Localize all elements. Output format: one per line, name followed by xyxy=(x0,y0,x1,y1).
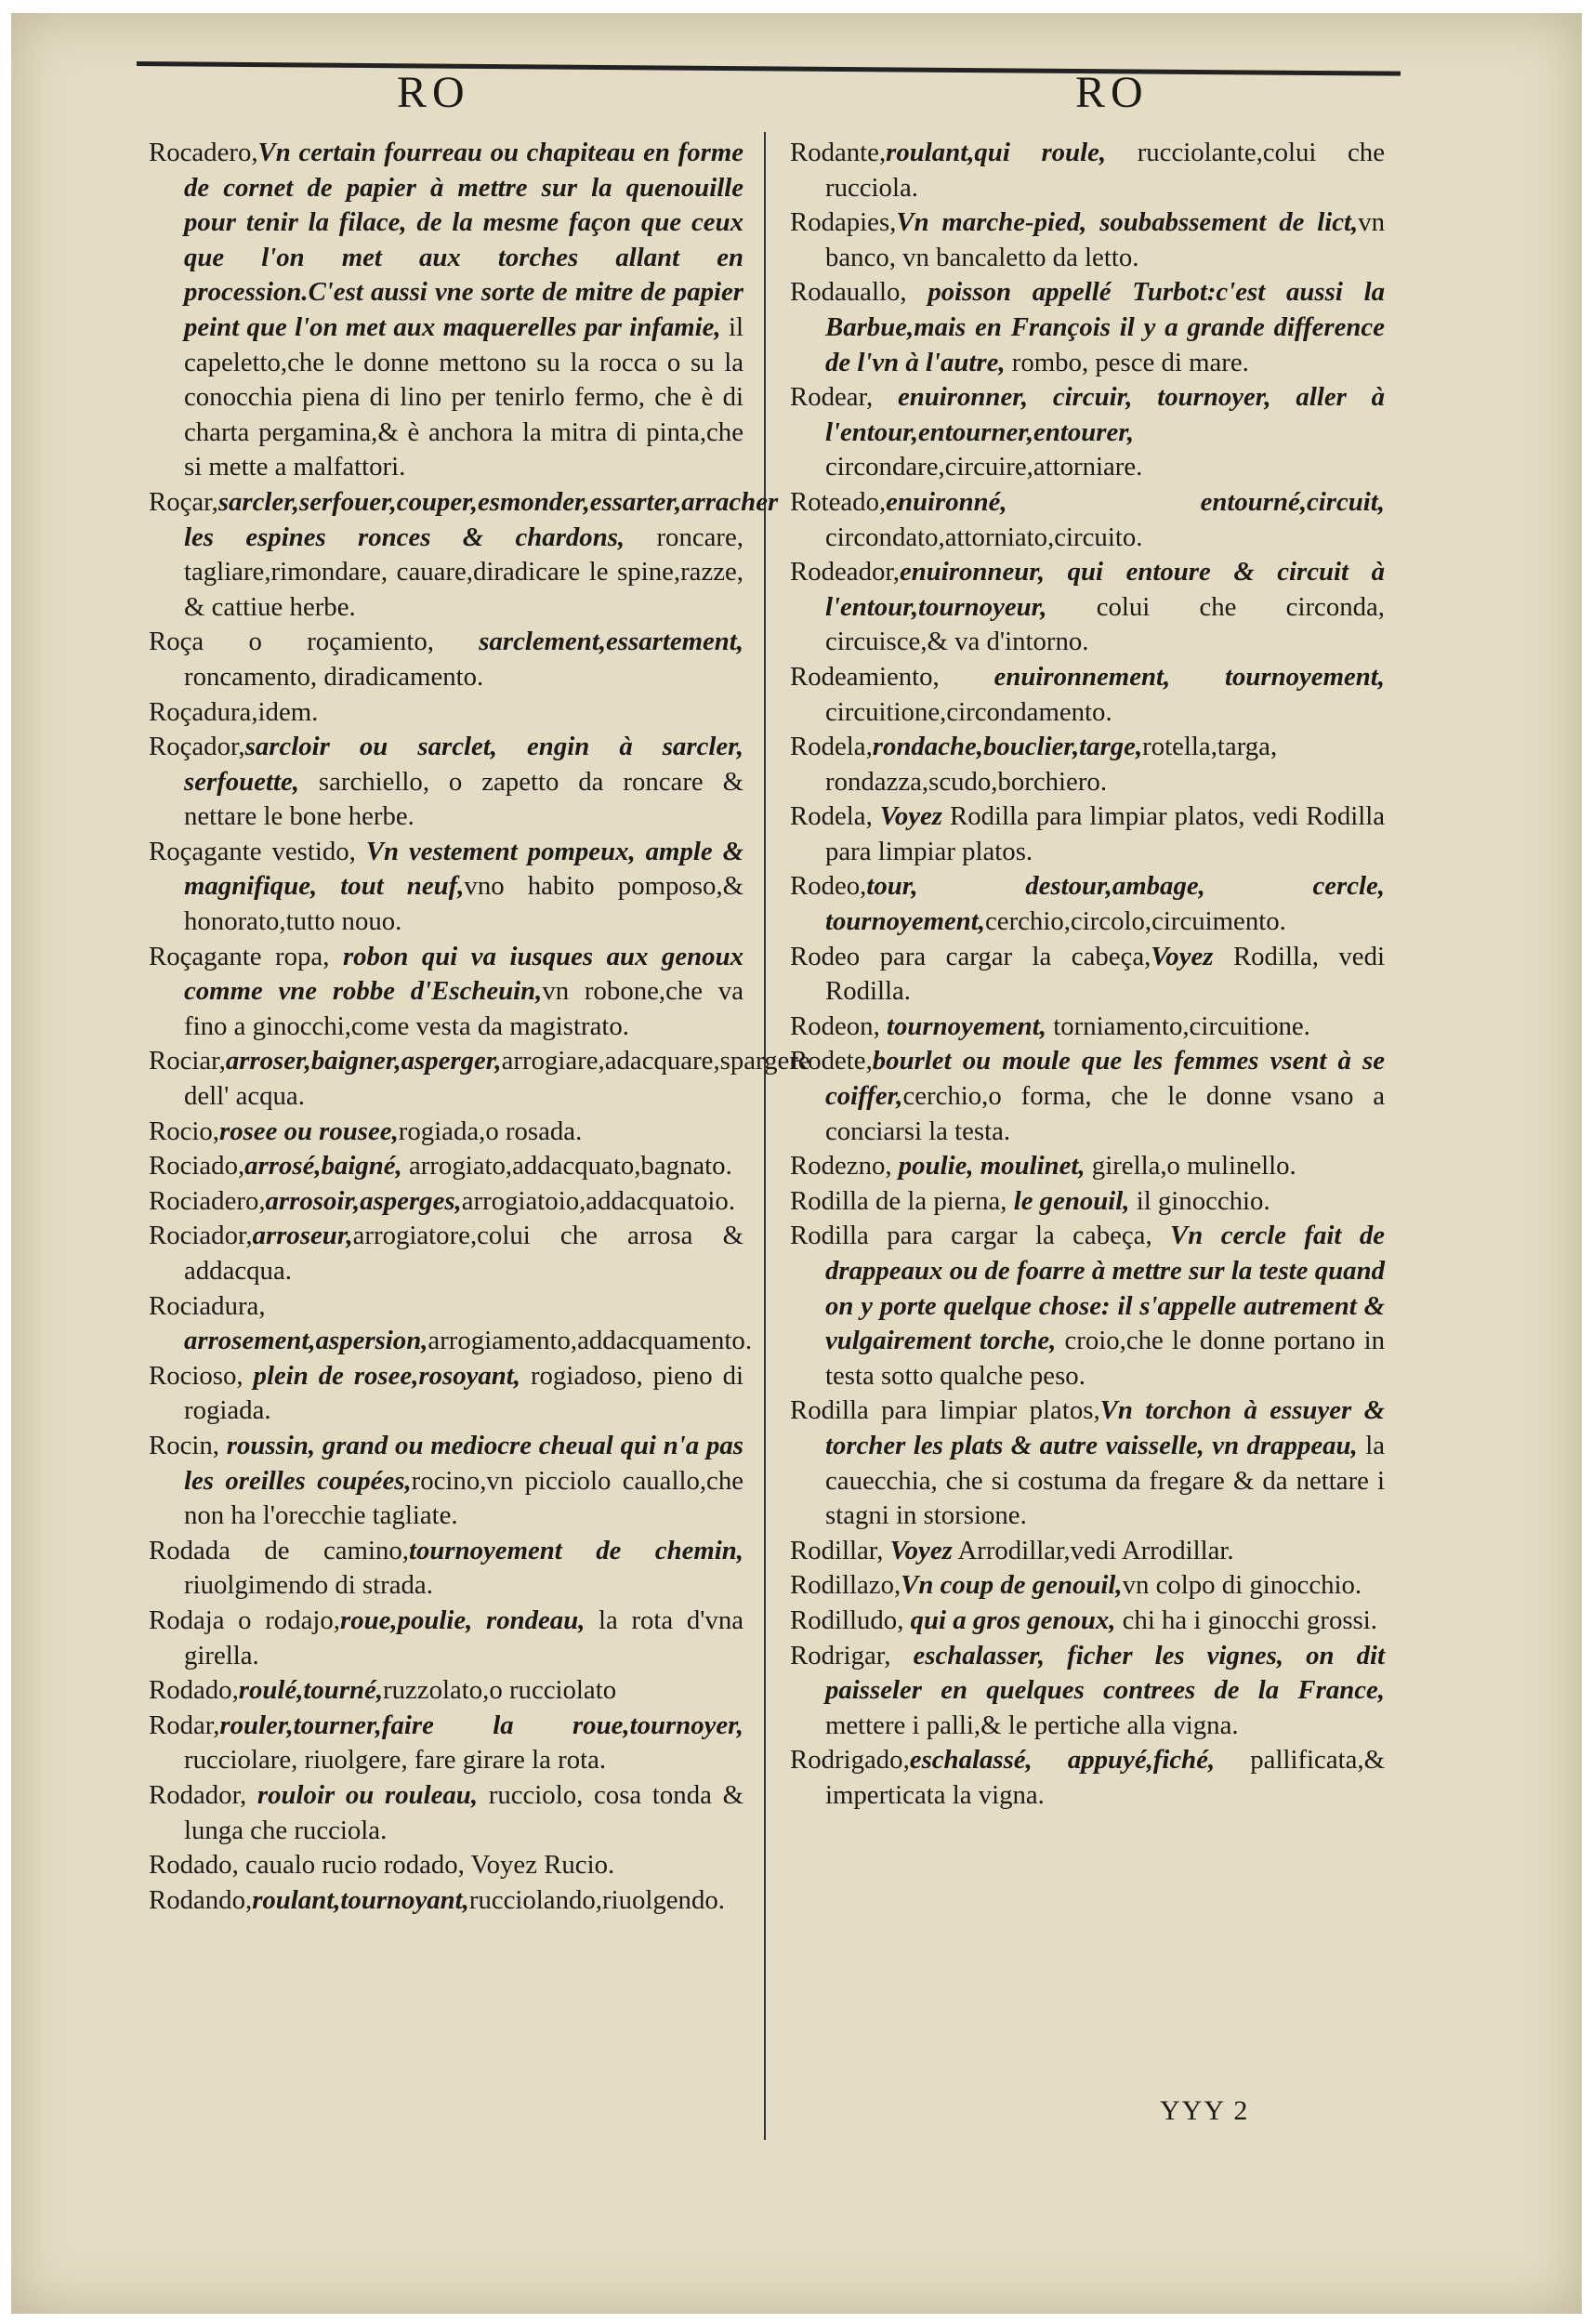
french-gloss: eschalassé, appuyé,fiché, xyxy=(909,1745,1216,1776)
headword: Rodela, xyxy=(790,732,873,762)
french-gloss: arrosement,aspersion, xyxy=(184,1326,428,1356)
headword: Rociar, xyxy=(149,1046,226,1076)
italian-gloss: rombo, pesce di mare. xyxy=(1005,347,1249,377)
french-gloss: Voyez xyxy=(872,801,942,832)
headword: Roça o roçamiento, xyxy=(149,627,434,657)
french-gloss: poisson appellé Turbot:c'est aussi la Barbue,mais en François il y a grande difference de l'vn à l'autre, xyxy=(825,277,1385,377)
italian-gloss: caualo rucio rodado, Voyez Rucio. xyxy=(238,1850,615,1881)
italian-gloss: arrogiato,addacquato,bagnato. xyxy=(401,1151,732,1182)
headword: Roçadura, xyxy=(149,696,258,727)
headword: Rodillazo, xyxy=(790,1570,901,1601)
italian-gloss: mettere i palli,& le pertiche alla vigna. xyxy=(825,1710,1239,1740)
dictionary-entry xyxy=(149,1709,743,1778)
dictionary-entry xyxy=(790,1149,1385,1184)
french-gloss: Vn cercle fait de drappeaux ou de foarre à mettre sur la teste quand on y porte quelque chose: il s'appelle autrement & vulgairement torche, xyxy=(825,1221,1385,1356)
italian-gloss: rogiadoso, pieno di rogiada. xyxy=(184,1360,743,1426)
italian-gloss: ruzzolato,o rucciolato xyxy=(383,1675,617,1706)
book-page xyxy=(11,13,1582,2314)
headword: Rodapies, xyxy=(790,207,897,238)
headword: Rodilla para cargar la cabeça, xyxy=(790,1221,1152,1251)
italian-gloss: roncamento, diradicamento. xyxy=(184,661,484,692)
french-gloss: roulé,tourné, xyxy=(238,1675,384,1706)
headword: Rocin, xyxy=(149,1430,219,1460)
dictionary-entry xyxy=(790,205,1385,275)
dictionary-entry xyxy=(149,1219,743,1288)
italian-gloss: girella,o mulinello. xyxy=(1085,1151,1296,1182)
headword: Roçador, xyxy=(149,732,245,762)
italian-gloss: rucciolo, cosa tonda & lunga che rucciola. xyxy=(184,1779,743,1845)
headword: Rociador, xyxy=(149,1221,253,1251)
headword: Rodador, xyxy=(149,1779,247,1810)
headword: Rodezno, xyxy=(790,1151,892,1182)
french-gloss: plein de rosee,rosoyant, xyxy=(243,1360,520,1391)
french-gloss: tour, destour,ambage, cercle, tournoyement, xyxy=(825,871,1385,937)
italian-gloss: circondare,circuire,attorniare. xyxy=(825,452,1143,482)
italian-gloss: vno habito pomposo,& honorato,tutto nouo. xyxy=(184,871,743,937)
headword: Rodauallo, xyxy=(790,277,907,308)
french-gloss: Vn vestement pompeux, ample & magnifique, tout neuf, xyxy=(184,836,743,902)
headword: Rodando, xyxy=(149,1884,253,1915)
dictionary-entry xyxy=(790,136,1385,205)
headword: Rodillar, xyxy=(790,1535,884,1565)
italian-gloss: torniamento,circuitione. xyxy=(1046,1010,1310,1041)
headword: Rodaja o rodajo, xyxy=(149,1604,340,1635)
french-gloss: Vn torchon à essuyer & torcher les plats & autre vaisselle, vn drappeau, xyxy=(825,1395,1386,1460)
italian-gloss: roncare, tagliare,rimondare, cauare,diradicare le spine,razze, & cattiue herbe. xyxy=(184,522,743,622)
italian-gloss: Arrodillar,vedi Arrodillar. xyxy=(952,1535,1234,1565)
french-gloss: tournoyement de chemin, xyxy=(408,1535,743,1565)
dictionary-entry xyxy=(790,275,1385,380)
dictionary-entry xyxy=(149,835,743,940)
italian-gloss: vn colpo di ginocchio. xyxy=(1122,1570,1362,1601)
italian-gloss: colui che circonda, circuisce,& va d'intorno. xyxy=(825,591,1385,657)
dictionary-entry xyxy=(790,869,1385,939)
dictionary-entry xyxy=(149,1534,743,1604)
italian-gloss: riuolgimendo di strada. xyxy=(184,1570,433,1601)
headword: Rodeo, xyxy=(790,871,867,902)
italian-gloss: arrogiatoio,addacquatoio. xyxy=(461,1185,736,1216)
italian-gloss: la rota d'vna girella. xyxy=(184,1604,743,1670)
dictionary-entry xyxy=(790,555,1385,660)
headword: Rodeamiento, xyxy=(790,661,940,692)
french-gloss: arroseur, xyxy=(252,1221,353,1251)
italian-gloss: pallificata,& imperticata la vigna. xyxy=(825,1745,1385,1810)
dictionary-entry xyxy=(790,485,1385,555)
headword: Rocadero, xyxy=(149,138,258,167)
headword: Rodeador, xyxy=(790,557,900,588)
headword: Rodilla para limpiar platos, xyxy=(790,1395,1100,1426)
french-gloss: rondache,bouclier,targe, xyxy=(872,732,1143,762)
french-gloss: enuironner, circuir, tournoyer, aller à l'entour,entourner,entourer, xyxy=(825,382,1385,447)
italian-gloss: rucciolante,colui che rucciola. xyxy=(825,138,1385,203)
italian-gloss: rucciolare, riuolgere, fare girare la rota. xyxy=(184,1745,607,1776)
headword: Rodada de camino, xyxy=(149,1535,409,1565)
dictionary-entry xyxy=(149,485,779,625)
headword: Rodado, xyxy=(149,1850,239,1881)
italian-gloss: arrogiatore,colui che arrosa & addacqua. xyxy=(184,1221,743,1286)
french-gloss: Voyez xyxy=(883,1535,953,1565)
italian-gloss: circondato,attorniato,circuito. xyxy=(825,522,1143,552)
dictionary-entry xyxy=(790,380,1385,485)
italian-gloss: sarchiello, o zapetto da roncare & nettare le bone herbe. xyxy=(184,766,743,832)
italian-gloss: vn banco, vn bancaletto da letto. xyxy=(825,207,1385,272)
headword: Rodela, xyxy=(790,801,873,832)
headword: Rodilla de la pierna, xyxy=(790,1185,1007,1216)
headword: Roçagante ropa, xyxy=(149,941,330,971)
right-column xyxy=(790,136,1385,1814)
dictionary-entry xyxy=(149,695,743,731)
headword: Rociado, xyxy=(149,1151,245,1182)
french-gloss: rosee ou rousee, xyxy=(219,1116,399,1146)
dictionary-entry xyxy=(149,1883,743,1919)
italian-gloss: la cauecchia, che si costuma da fregare & da nettare i stagni in storsione. xyxy=(825,1430,1385,1531)
headword: Rodrigar, xyxy=(790,1640,891,1670)
french-gloss: robon qui va iusques aux genoux comme vne robbe d'Escheuin, xyxy=(184,941,743,1007)
headword: Rodado, xyxy=(149,1675,239,1706)
french-gloss: enuironnement, tournoyement, xyxy=(939,661,1385,692)
headword: Roçar, xyxy=(149,486,218,517)
french-gloss: bourlet ou moule que les femmes vsent à se coiffer, xyxy=(825,1046,1385,1112)
italian-gloss: il ginocchio. xyxy=(1129,1185,1270,1216)
dictionary-entry xyxy=(790,660,1385,730)
french-gloss: arrosé,baigné, xyxy=(244,1151,402,1182)
italian-gloss: chi ha i ginocchi grossi. xyxy=(1115,1604,1377,1635)
italian-gloss: rocino,vn picciolo cauallo,che non ha l'orecchie tagliate. xyxy=(184,1465,744,1531)
dictionary-entry xyxy=(149,1115,743,1150)
headword: Roteado, xyxy=(790,486,887,517)
french-gloss: poulie, moulinet, xyxy=(891,1151,1085,1182)
dictionary-entry xyxy=(790,940,1385,1010)
italian-gloss: Rodilla, vedi Rodilla. xyxy=(825,941,1385,1007)
dictionary-entry xyxy=(149,1359,743,1429)
dictionary-entry xyxy=(149,1429,743,1534)
top-rule xyxy=(137,61,1401,76)
dictionary-entry xyxy=(149,625,743,694)
french-gloss: Vn certain fourreau ou chapiteau en forme de cornet de papier à mettre sur la quenouille pour tenir la filace, de la mesme façon que ceux que l'on met aux torches allant en procession.C'est aussi vne sorte de mitre de papier peint que l'on met aux maquerelles par infamie, xyxy=(184,138,743,342)
french-gloss: sarclement,essartement, xyxy=(433,627,744,657)
french-gloss: eschalasser, ficher les vignes, on dit paisseler en quelques contrees de la France, xyxy=(825,1640,1385,1706)
headword: Rocioso, xyxy=(149,1360,243,1391)
french-gloss: roue,poulie, rondeau, xyxy=(339,1604,585,1635)
headword: Rodeon, xyxy=(790,1010,880,1041)
dictionary-entry xyxy=(149,730,743,835)
headword: Rodilludo, xyxy=(790,1604,904,1635)
italian-gloss: cerchio,o forma, che le donne vsano a conciarsi la testa. xyxy=(825,1081,1385,1146)
running-head-left: RO xyxy=(397,68,470,117)
dictionary-entry xyxy=(149,1289,753,1359)
dictionary-entry xyxy=(790,1010,1385,1045)
italian-gloss: circuitione,circondamento. xyxy=(825,696,1112,727)
italian-gloss: cerchio,circolo,circuimento. xyxy=(985,906,1286,937)
dictionary-entry xyxy=(149,1044,810,1114)
french-gloss: sarcloir ou sarclet, engin à sarcler, serfouette, xyxy=(184,732,743,797)
italian-gloss: Rodilla para limpiar platos, vedi Rodilla para limpiar platos. xyxy=(825,801,1385,866)
dictionary-entry xyxy=(790,1604,1385,1639)
headword: Rodear, xyxy=(790,382,874,413)
italian-gloss: rogiada,o rosada. xyxy=(398,1116,583,1146)
french-gloss: roulant,tournoyant, xyxy=(252,1884,469,1915)
dictionary-entry xyxy=(790,1184,1385,1220)
dictionary-entry xyxy=(790,1743,1385,1813)
dictionary-entry xyxy=(149,1673,743,1709)
italian-gloss: vn robone,che va fino a ginocchi,come vesta da magistrato. xyxy=(184,976,743,1041)
french-gloss: le genouil, xyxy=(1007,1185,1130,1216)
french-gloss: arrosoir,asperges, xyxy=(265,1185,462,1216)
dictionary-entry xyxy=(149,136,743,485)
dictionary-entry xyxy=(790,1568,1385,1604)
italian-gloss: arrogiamento,addacquamento. xyxy=(428,1326,753,1356)
french-gloss: qui a gros genoux, xyxy=(903,1604,1116,1635)
french-gloss: Vn coup de genouil, xyxy=(901,1570,1123,1601)
french-gloss: Voyez xyxy=(1151,941,1214,971)
french-gloss: sarcler,serfouer,couper,esmonder,essarter,arracher les espines ronces & chardons, xyxy=(184,486,779,552)
dictionary-entry xyxy=(149,1184,743,1220)
french-gloss: tournoyement, xyxy=(879,1010,1046,1041)
italian-gloss: rucciolando,riuolgendo. xyxy=(468,1884,725,1915)
dictionary-entry xyxy=(790,1534,1385,1569)
french-gloss: enuironné, entourné,circuit, xyxy=(886,486,1385,517)
headword: Rociadura, xyxy=(149,1290,266,1321)
italian-gloss: idem. xyxy=(257,696,319,727)
dictionary-entry xyxy=(790,1219,1385,1393)
headword: Roçagante vestido, xyxy=(149,836,356,866)
headword: Rodrigado, xyxy=(790,1745,910,1776)
headword: Rodante, xyxy=(790,138,887,167)
dictionary-entry xyxy=(790,799,1385,869)
dictionary-entry xyxy=(790,1393,1385,1533)
left-column xyxy=(149,136,810,1918)
dictionary-entry xyxy=(149,1848,743,1883)
headword: Rocio, xyxy=(149,1116,219,1146)
headword: Rociadero, xyxy=(149,1185,266,1216)
headword: Rodete, xyxy=(790,1046,873,1076)
french-gloss: roussin, grand ou mediocre cheual qui n'a pas les oreilles coupées, xyxy=(184,1430,743,1496)
italian-gloss: arrogiare,adacquare,spargere dell' acqua. xyxy=(184,1046,810,1112)
dictionary-entry xyxy=(790,730,1385,799)
column-divider xyxy=(764,132,766,2140)
french-gloss: roulant,qui roule, xyxy=(886,138,1107,167)
italian-gloss: il capeletto,che le donne mettono su la rocca o su la conocchia piena di lino per tenirlo fermo, che è di charta pergamina,& è anchora la mitra di pinta,che si mette a malfattori. xyxy=(184,311,743,482)
dictionary-entry xyxy=(149,1778,743,1848)
signature-mark: YYY 2 xyxy=(1160,2095,1250,2126)
french-gloss: enuironneur, qui entoure & circuit à l'entour,tournoyeur, xyxy=(825,557,1385,622)
dictionary-entry xyxy=(149,1604,743,1673)
italian-gloss: croio,che le donne portano in testa sotto qualche peso. xyxy=(825,1326,1385,1391)
headword: Rodar, xyxy=(149,1710,220,1740)
french-gloss: rouloir ou rouleau, xyxy=(246,1779,479,1810)
french-gloss: arroser,baigner,asperger, xyxy=(225,1046,502,1076)
dictionary-entry xyxy=(790,1639,1385,1744)
running-head-right: RO xyxy=(1075,68,1149,117)
dictionary-entry xyxy=(149,1149,743,1184)
headword: Rodeo para cargar la cabeça, xyxy=(790,941,1151,971)
italian-gloss: rotella,targa, rondazza,scudo,borchiero. xyxy=(825,732,1278,797)
dictionary-entry xyxy=(790,1044,1385,1149)
french-gloss: Vn marche-pied, soubabssement de lict, xyxy=(896,207,1359,238)
french-gloss: rouler,tourner,faire la roue,tournoyer, xyxy=(219,1710,743,1740)
dictionary-entry xyxy=(149,940,743,1045)
